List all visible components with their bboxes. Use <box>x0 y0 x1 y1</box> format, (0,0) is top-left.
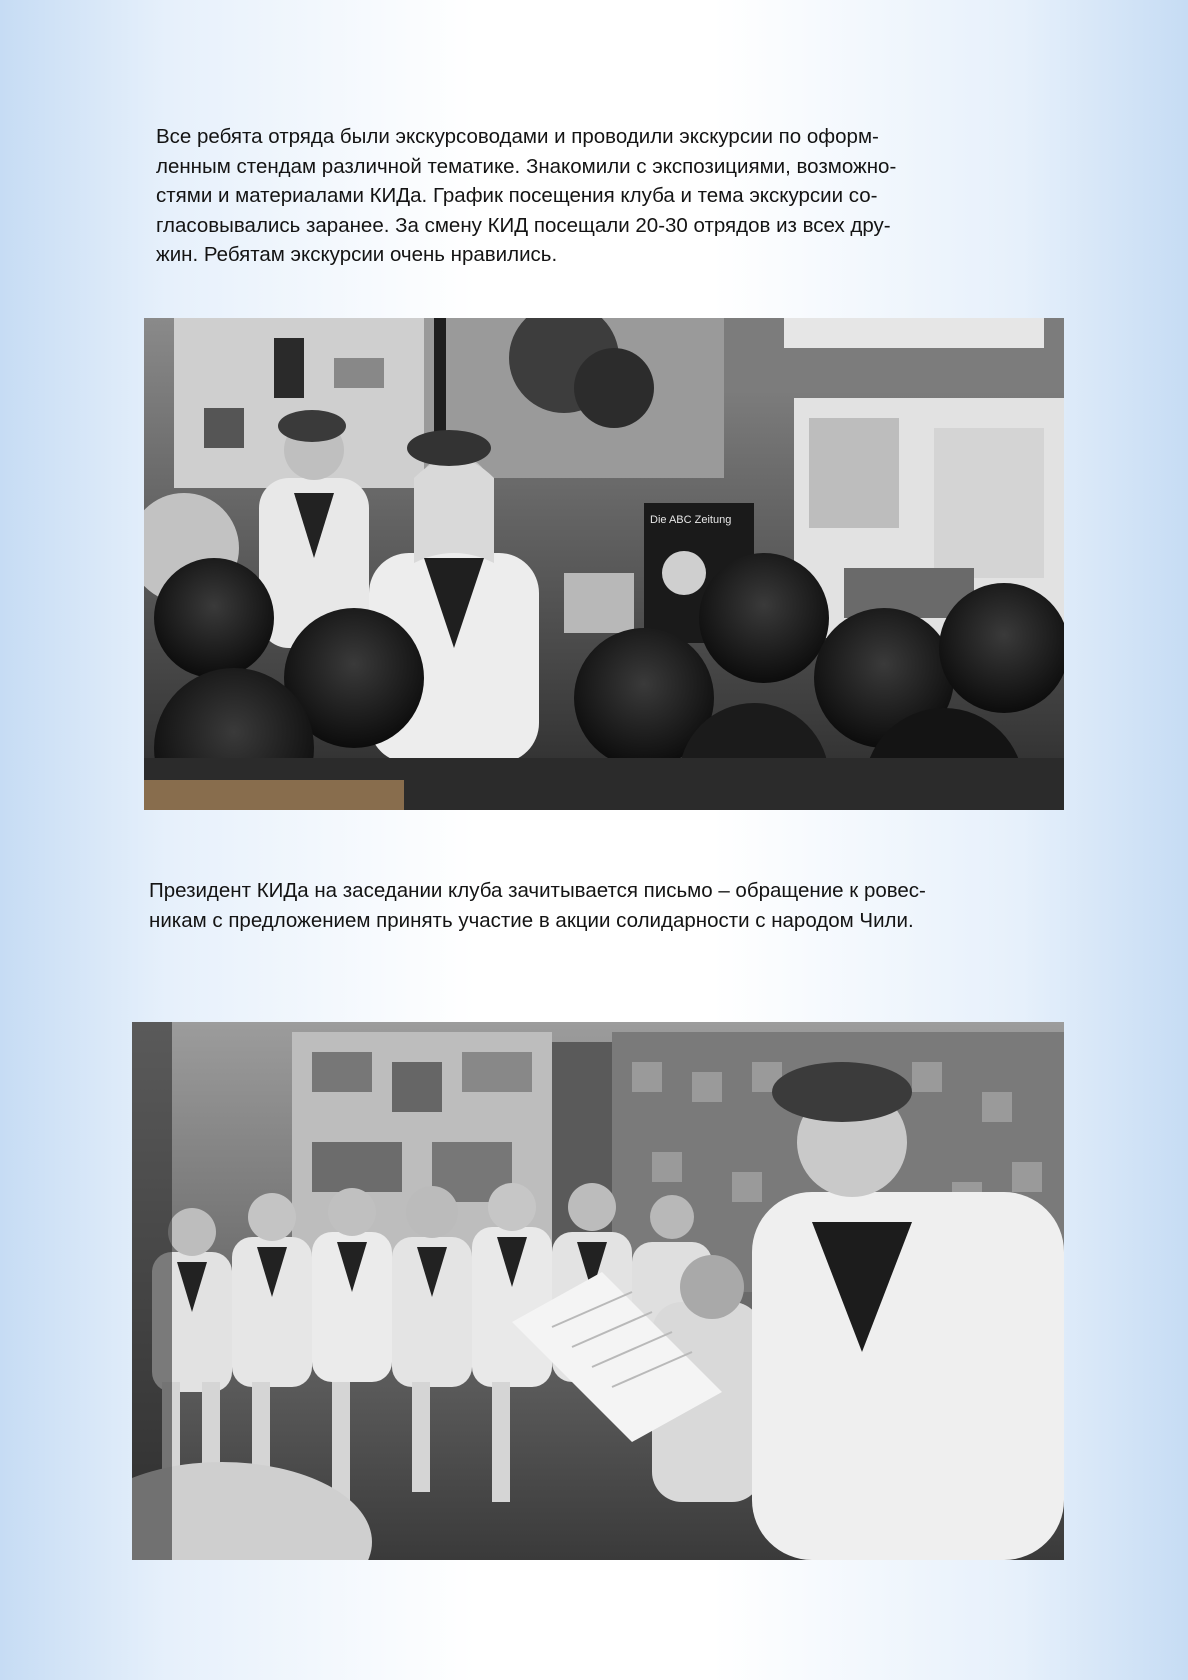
paragraph-excursions <box>156 122 896 270</box>
photo-excursion-illustration <box>144 318 1064 810</box>
photo-excursion-group <box>144 318 1064 810</box>
paragraph-line: Президент КИДа на заседании клуба зачитывается письмо – обращение к ровес- <box>149 879 926 902</box>
paragraph-line: гласовывались заранее. За смену КИД посещали 20-30 отрядов из всех дру- <box>156 213 891 237</box>
paragraph-line: никам с предложением принять участие в акции солидарности с народом Чили. <box>149 908 914 932</box>
photo-meeting-illustration <box>132 1022 1064 1560</box>
poster-label: Die ABC Zeitung <box>650 514 732 526</box>
paragraph-line: Все ребята отряда были экскурсоводами и проводили экскурсии по оформ- <box>156 125 879 148</box>
paragraph-line: жин. Ребятам экскурсии очень нравились. <box>156 243 558 266</box>
paragraph-line: ленным стендам различной тематике. Знакомили с экспозициями, возможно- <box>156 154 897 178</box>
paragraph-president-letter <box>149 876 926 935</box>
photo-club-meeting <box>132 1022 1064 1560</box>
paragraph-line: стями и материалами КИДа. График посещения клуба и тема экскурсии со- <box>156 184 878 207</box>
